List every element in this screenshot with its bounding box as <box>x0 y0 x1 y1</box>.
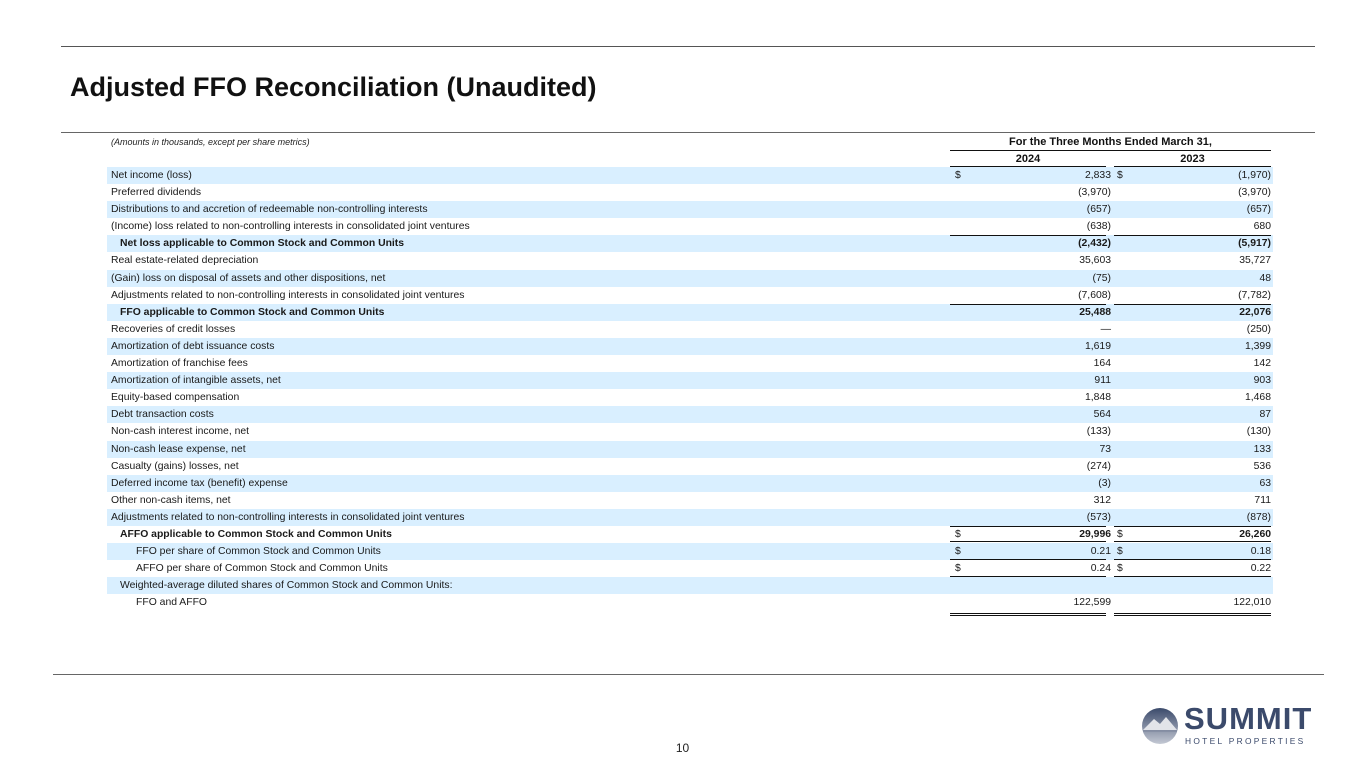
table-row <box>107 321 1273 338</box>
value-prior: 63 <box>1259 477 1271 489</box>
value-current: 2,833 <box>1084 170 1111 181</box>
value-prior: (5,917) <box>1238 238 1271 250</box>
value-prior: (878) <box>1246 511 1271 523</box>
value-prior: 711 <box>1254 494 1271 506</box>
row-label: Equity-based compensation <box>111 392 240 404</box>
period-underline <box>950 150 1271 151</box>
row-label: Weighted-average diluted shares of Common Stock and Common Units: <box>120 580 453 592</box>
value-prior: 26,260 <box>1239 528 1271 540</box>
row-label: (Gain) loss on disposal of assets and other dispositions, net <box>111 272 386 284</box>
table-row <box>107 218 1273 235</box>
row-label: Deferred income tax (benefit) expense <box>111 477 288 489</box>
total-rule <box>1114 235 1271 236</box>
total-rule <box>1114 304 1271 305</box>
row-label: Recoveries of credit losses <box>111 323 236 335</box>
table-row <box>107 355 1273 372</box>
table-row <box>107 235 1273 252</box>
value-prior: 1,468 <box>1244 392 1271 404</box>
value-prior: (1,970) <box>1238 170 1271 181</box>
table-row <box>107 167 1273 184</box>
value-current: — <box>1100 323 1111 335</box>
value-current: (133) <box>1086 426 1111 438</box>
year-header-prior: 2023 <box>1180 153 1205 165</box>
row-label: Amortization of franchise fees <box>111 358 248 370</box>
row-label: Non-cash lease expense, net <box>111 443 246 455</box>
period-header: For the Three Months Ended March 31, <box>1009 136 1212 148</box>
value-current: 0.24 <box>1090 563 1111 575</box>
table-row <box>107 389 1273 406</box>
currency-symbol: $ <box>955 546 961 558</box>
value-current: (638) <box>1086 221 1111 233</box>
table-row <box>107 338 1273 355</box>
value-prior: (3,970) <box>1238 187 1271 199</box>
year-header-current: 2024 <box>1015 153 1041 165</box>
row-label: Adjustments related to non-controlling interests in consolidated joint ventures <box>111 289 465 301</box>
value-prior: (250) <box>1246 323 1271 335</box>
value-current: 25,488 <box>1079 306 1111 318</box>
row-label: Adjustments related to non-controlling interests in consolidated joint ventures <box>111 511 465 523</box>
top-divider <box>61 46 1315 47</box>
value-current: (657) <box>1086 204 1111 216</box>
row-label: Debt transaction costs <box>111 409 214 421</box>
row-label: Preferred dividends <box>111 187 202 199</box>
logo-wordmark: SUMMIT <box>1184 701 1313 736</box>
table-row <box>107 458 1273 475</box>
table-row <box>107 441 1273 458</box>
table-row <box>107 304 1273 321</box>
row-label: Amortization of debt issuance costs <box>111 340 275 352</box>
value-prior: 680 <box>1253 221 1271 233</box>
row-label: AFFO per share of Common Stock and Common Units <box>136 563 388 575</box>
table-row <box>107 252 1273 269</box>
row-label: FFO applicable to Common Stock and Common Units <box>120 306 385 318</box>
value-current: 35,603 <box>1079 255 1111 267</box>
value-current: (75) <box>1092 272 1111 284</box>
value-prior: (7,782) <box>1238 289 1271 301</box>
header-divider <box>61 132 1315 133</box>
row-label: (Income) loss related to non-controlling interests in consolidated joint ventures <box>111 221 470 233</box>
value-current: 164 <box>1093 358 1111 370</box>
value-current: 29,996 <box>1079 528 1111 540</box>
reconciliation-table <box>107 167 1273 611</box>
value-prior: 0.18 <box>1250 546 1271 558</box>
value-prior: 48 <box>1259 272 1271 284</box>
row-label: Net loss applicable to Common Stock and Common Units <box>120 238 405 250</box>
footer-divider <box>53 674 1324 675</box>
value-current: (3,970) <box>1078 187 1111 199</box>
value-prior: 122,010 <box>1233 597 1271 609</box>
value-current: 911 <box>1094 375 1111 387</box>
value-prior: 22,076 <box>1239 306 1271 318</box>
table-row <box>107 509 1273 526</box>
value-current: (274) <box>1086 460 1111 472</box>
company-logo <box>1140 701 1318 750</box>
row-label: Net income (loss) <box>111 170 192 181</box>
value-prior: 1,399 <box>1244 340 1271 352</box>
table-row <box>107 594 1273 611</box>
value-prior: (130) <box>1246 426 1271 438</box>
currency-symbol: $ <box>1117 170 1123 181</box>
currency-symbol: $ <box>1117 563 1123 575</box>
table-row <box>107 577 1273 594</box>
total-rule <box>950 526 1106 527</box>
total-rule <box>1114 526 1271 527</box>
total-rule <box>950 235 1106 236</box>
page-title: Adjusted FFO Reconciliation (Unaudited) <box>70 72 597 102</box>
row-label: Distributions to and accretion of redeemable non-controlling interests <box>111 204 428 216</box>
table-row <box>107 201 1273 218</box>
row-label: FFO and AFFO <box>136 597 208 609</box>
value-prior: 133 <box>1253 443 1271 455</box>
table-row <box>107 184 1273 201</box>
value-current: (7,608) <box>1078 289 1111 301</box>
value-prior: 142 <box>1253 358 1271 370</box>
value-prior: 35,727 <box>1239 255 1271 267</box>
total-rule <box>950 304 1106 305</box>
table-row <box>107 543 1273 560</box>
logo-tagline: HOTEL PROPERTIES <box>1185 736 1306 746</box>
currency-symbol: $ <box>1117 528 1123 540</box>
value-prior: 87 <box>1259 409 1271 421</box>
row-label: Other non-cash items, net <box>111 494 231 506</box>
row-label: Casualty (gains) losses, net <box>111 460 239 472</box>
value-current: 1,619 <box>1084 340 1111 352</box>
table-row <box>107 423 1273 440</box>
value-prior: (657) <box>1246 204 1271 216</box>
page-number: 10 <box>675 741 690 755</box>
value-current: 73 <box>1099 443 1111 455</box>
double-total-rule <box>1114 613 1271 616</box>
row-label: Amortization of intangible assets, net <box>111 375 281 387</box>
amounts-note: (Amounts in thousands, except per share metrics) <box>111 137 310 147</box>
value-current: 122,599 <box>1073 597 1111 609</box>
row-label: Non-cash interest income, net <box>111 426 250 438</box>
row-label: Real estate-related depreciation <box>111 255 259 267</box>
value-prior: 0.22 <box>1250 563 1271 575</box>
value-current: 564 <box>1093 409 1111 421</box>
currency-symbol: $ <box>955 170 961 181</box>
value-current: 0.21 <box>1090 546 1111 558</box>
table-row <box>107 560 1273 577</box>
value-prior: 903 <box>1253 375 1271 387</box>
currency-symbol: $ <box>955 528 961 540</box>
value-current: (2,432) <box>1078 238 1111 250</box>
currency-symbol: $ <box>955 563 961 575</box>
row-label: AFFO applicable to Common Stock and Common Units <box>120 528 392 540</box>
table-row <box>107 475 1273 492</box>
currency-symbol: $ <box>1117 546 1123 558</box>
value-current: (573) <box>1086 511 1111 523</box>
table-row <box>107 406 1273 423</box>
table-row <box>107 287 1273 304</box>
double-total-rule <box>950 613 1106 616</box>
value-current: 312 <box>1093 494 1111 506</box>
table-row <box>107 492 1273 509</box>
mountain-logo-icon <box>1140 706 1180 746</box>
value-prior: 536 <box>1253 460 1271 472</box>
row-label: FFO per share of Common Stock and Common Units <box>136 546 381 558</box>
table-row <box>107 372 1273 389</box>
value-current: (3) <box>1098 477 1111 489</box>
value-current: 1,848 <box>1084 392 1111 404</box>
table-row <box>107 270 1273 287</box>
